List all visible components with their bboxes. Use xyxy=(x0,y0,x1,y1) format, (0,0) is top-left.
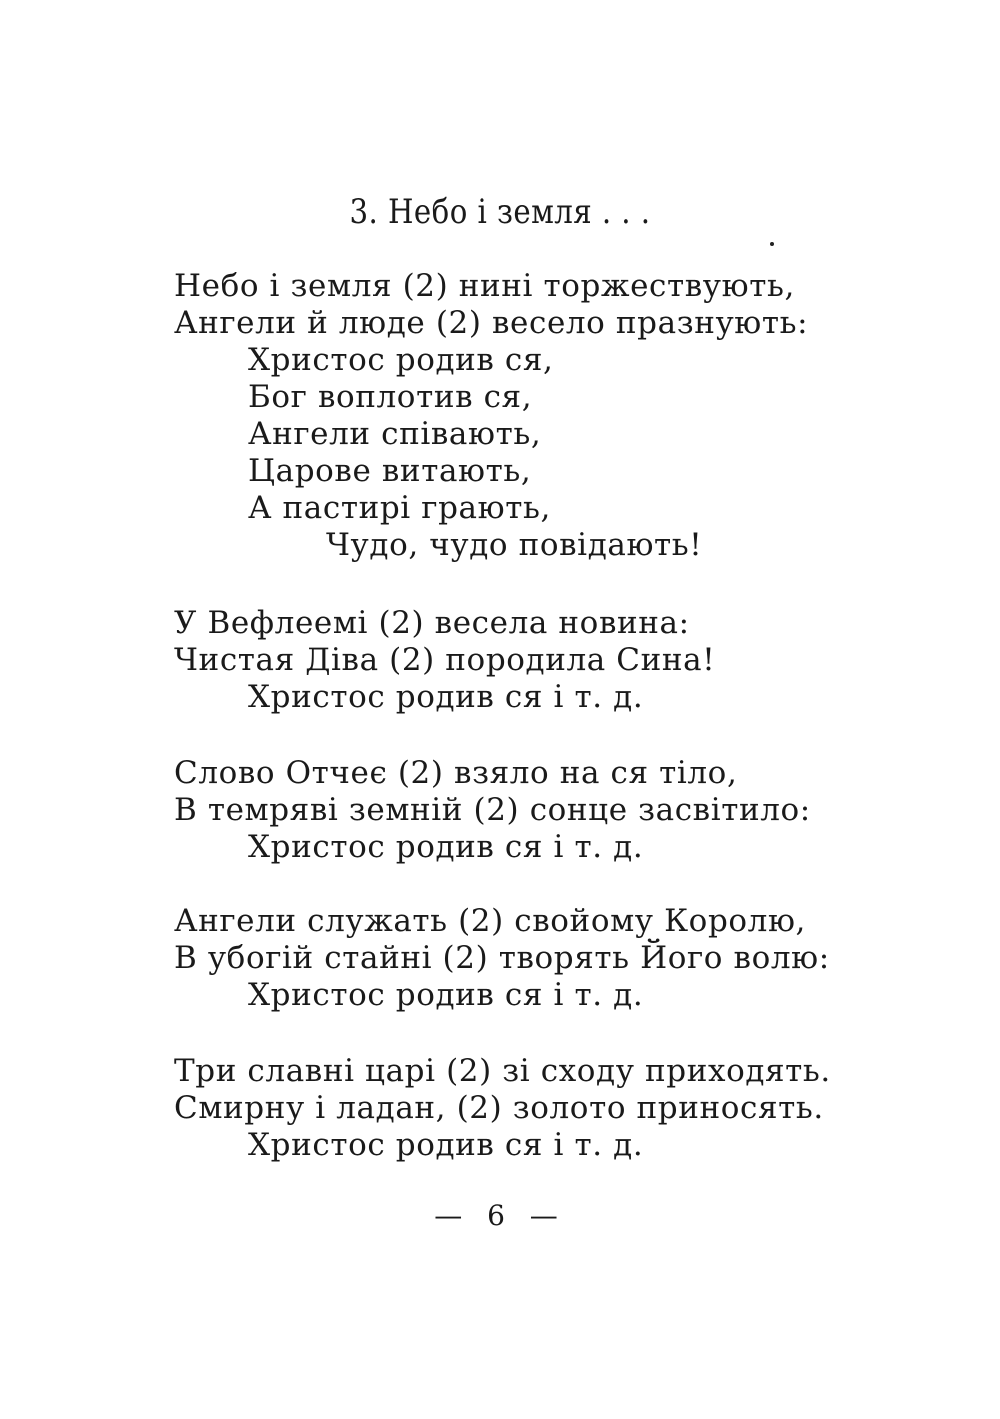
verse-line: Смирну і ладан, (2) золото приносять. xyxy=(174,1090,824,1126)
refrain-line: Бог воплотив ся, xyxy=(248,379,533,415)
refrain-line: Христос родив ся і т. д. xyxy=(248,829,644,865)
verse-line: В убогій стайні (2) творять Його волю: xyxy=(174,940,830,976)
verse-line: Ангели й люде (2) весело празнують: xyxy=(174,305,809,341)
refrain-line: Христос родив ся, xyxy=(248,342,554,378)
song-title: 3. Небо і земля . . . xyxy=(349,192,651,232)
verse-line: У Вефлеемі (2) весела новина: xyxy=(174,605,690,641)
stanza-1 xyxy=(174,268,894,564)
stanza-3 xyxy=(174,755,894,866)
verse-line: Слово Отчеє (2) взяло на ся тіло, xyxy=(174,755,738,791)
verse-line: В темряві земній (2) сонце засвітило: xyxy=(174,792,811,828)
refrain-line: Царове витають, xyxy=(248,453,532,489)
stanza-5 xyxy=(174,1053,894,1164)
stanza-4 xyxy=(174,903,894,1014)
stanza-2 xyxy=(174,605,894,716)
refrain-line: Чудо, чудо повідають! xyxy=(326,527,703,563)
refrain-line: А пастирі грають, xyxy=(248,490,551,526)
refrain-line: Христос родив ся і т. д. xyxy=(248,1127,644,1163)
verse-line: Три славні царі (2) зі сходу приходять. xyxy=(174,1053,831,1089)
refrain-line: Христос родив ся і т. д. xyxy=(248,977,644,1013)
refrain-line: Христос родив ся і т. д. xyxy=(248,679,644,715)
print-speck xyxy=(770,242,774,246)
refrain-line: Ангели співають, xyxy=(248,416,542,452)
page-number: — 6 — xyxy=(434,1199,566,1232)
verse-line: Ангели служать (2) свойому Королю, xyxy=(174,903,806,939)
verse-line: Небо і земля (2) нині торжествують, xyxy=(174,268,795,304)
verse-line: Чистая Діва (2) породила Сина! xyxy=(174,642,716,678)
